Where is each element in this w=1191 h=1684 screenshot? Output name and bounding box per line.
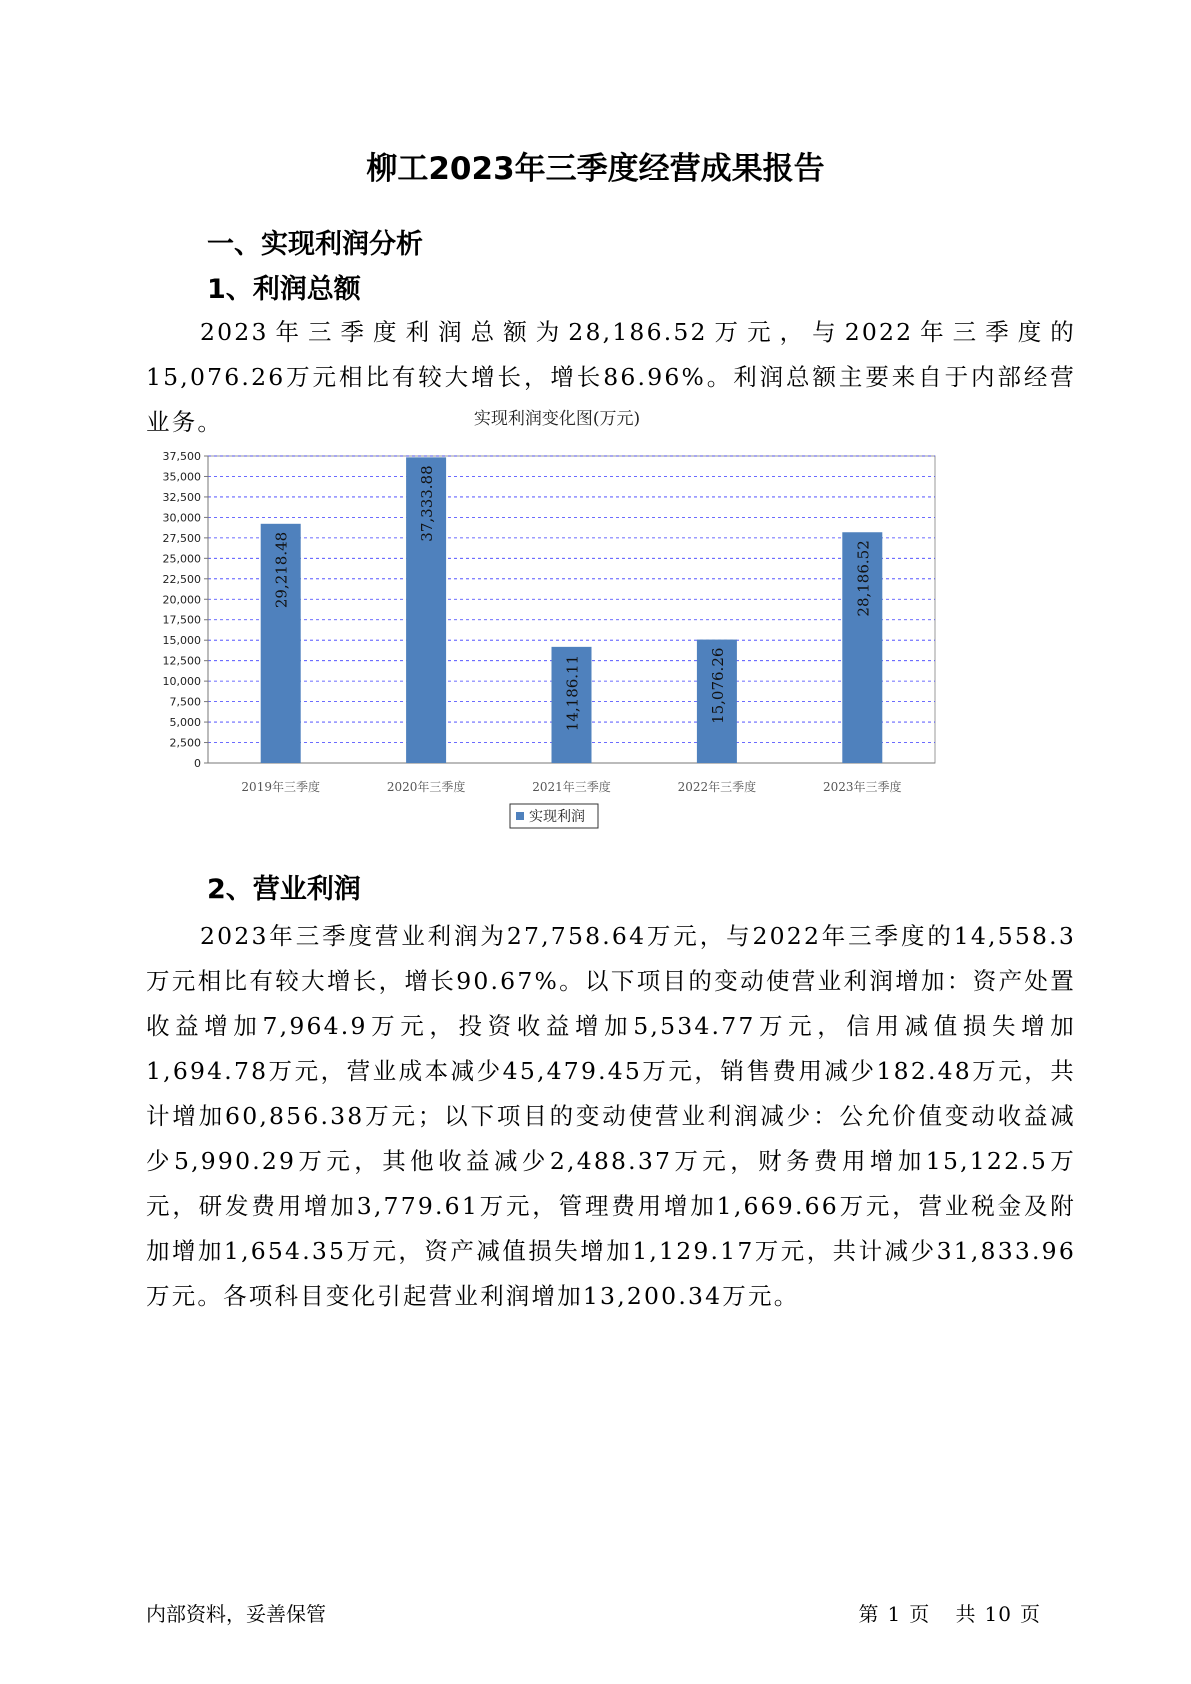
y-tick-label: 17,500 xyxy=(162,613,201,627)
total-pages: 10 xyxy=(984,1602,1012,1626)
total-unit: 页 xyxy=(1020,1602,1041,1626)
paragraph-operating-profit: 2023年三季度营业利润为27,758.64万元，与2022年三季度的14,558.3万元相比有较大增长，增长90.67%。以下项目的变动使营业利润增加：资产处置收益增加7,964.9万元，投资收益增加5,534.77万元，信用减值损失增加1,694.78万元，营业成本减少45,479.45万元，销售费用减少182.48万元，共计增加60,856.38万元；以下项目的变动使营业利润减少：公允价值变动收益减少5,990.29万元，其他收益减少2,488.37万元，财务费用增加15,122.5万元，研发费用增加3,779.61万元，管理费用增加1,669.66万元，营业税金及附加增加1,654.35万元，资产减值损失增加1,129.17万元，共计减少31,833.96万元。各项科目变化引起营业利润增加13,200.34万元。 xyxy=(146,922,1076,1310)
x-tick-label: 2021年三季度 xyxy=(532,780,611,794)
bar-data-label: 15,076.26 xyxy=(708,647,727,724)
y-tick-label: 25,000 xyxy=(162,552,201,566)
paragraph-profit-total: 2023年三季度利润总额为28,186.52万元，与2022年三季度的15,076.26万元相比有较大增长，增长86.96%。利润总额主要来自于内部经营业务。 xyxy=(146,318,1076,436)
chart-title: 实现利润变化图(万元) xyxy=(473,409,641,429)
bar-data-label: 28,186.52 xyxy=(854,540,873,617)
page-number: 1 xyxy=(887,1602,902,1626)
subsection-heading-operating-profit: 2、营业利润 xyxy=(207,874,361,905)
y-tick-label: 30,000 xyxy=(162,511,201,525)
y-tick-label: 12,500 xyxy=(162,654,201,668)
bar-data-label: 14,186.11 xyxy=(563,654,582,732)
legend-swatch xyxy=(516,812,524,820)
document-title: 柳工2023年三季度经营成果报告 xyxy=(366,151,825,187)
bar-data-label: 29,218.48 xyxy=(272,531,291,609)
profit-bar-chart xyxy=(146,409,1046,900)
chart-svg xyxy=(146,409,1046,900)
y-tick-label: 22,500 xyxy=(162,572,201,586)
y-tick-label: 0 xyxy=(194,757,201,770)
y-tick-label: 10,000 xyxy=(162,675,201,689)
total-prefix: 共 xyxy=(955,1602,977,1626)
x-tick-label: 2023年三季度 xyxy=(823,780,902,794)
x-tick-label: 2022年三季度 xyxy=(677,780,757,794)
y-tick-label: 37,500 xyxy=(162,450,201,463)
y-tick-label: 7,500 xyxy=(169,695,201,709)
legend-label: 实现利润 xyxy=(529,809,585,825)
y-tick-label: 5,000 xyxy=(169,716,201,730)
x-tick-label: 2019年三季度 xyxy=(241,780,320,794)
y-tick-label: 35,000 xyxy=(162,470,201,484)
y-tick-label: 2,500 xyxy=(169,736,201,750)
page-unit: 页 xyxy=(909,1602,931,1626)
section-heading: 一、实现利润分析 xyxy=(207,229,423,260)
footer-page-info xyxy=(854,1598,1045,1627)
footer-confidential-note: 内部资料，妥善保管 xyxy=(146,1602,326,1626)
y-tick-label: 20,000 xyxy=(162,593,201,607)
x-tick-label: 2020年三季度 xyxy=(386,780,466,794)
bar-data-label: 37,333.88 xyxy=(418,465,437,542)
y-tick-label: 27,500 xyxy=(162,531,201,545)
y-tick-label: 15,000 xyxy=(162,634,201,648)
y-tick-label: 32,500 xyxy=(162,490,201,504)
subsection-heading-profit-total: 1、利润总额 xyxy=(207,274,361,305)
page-prefix: 第 xyxy=(858,1602,880,1626)
